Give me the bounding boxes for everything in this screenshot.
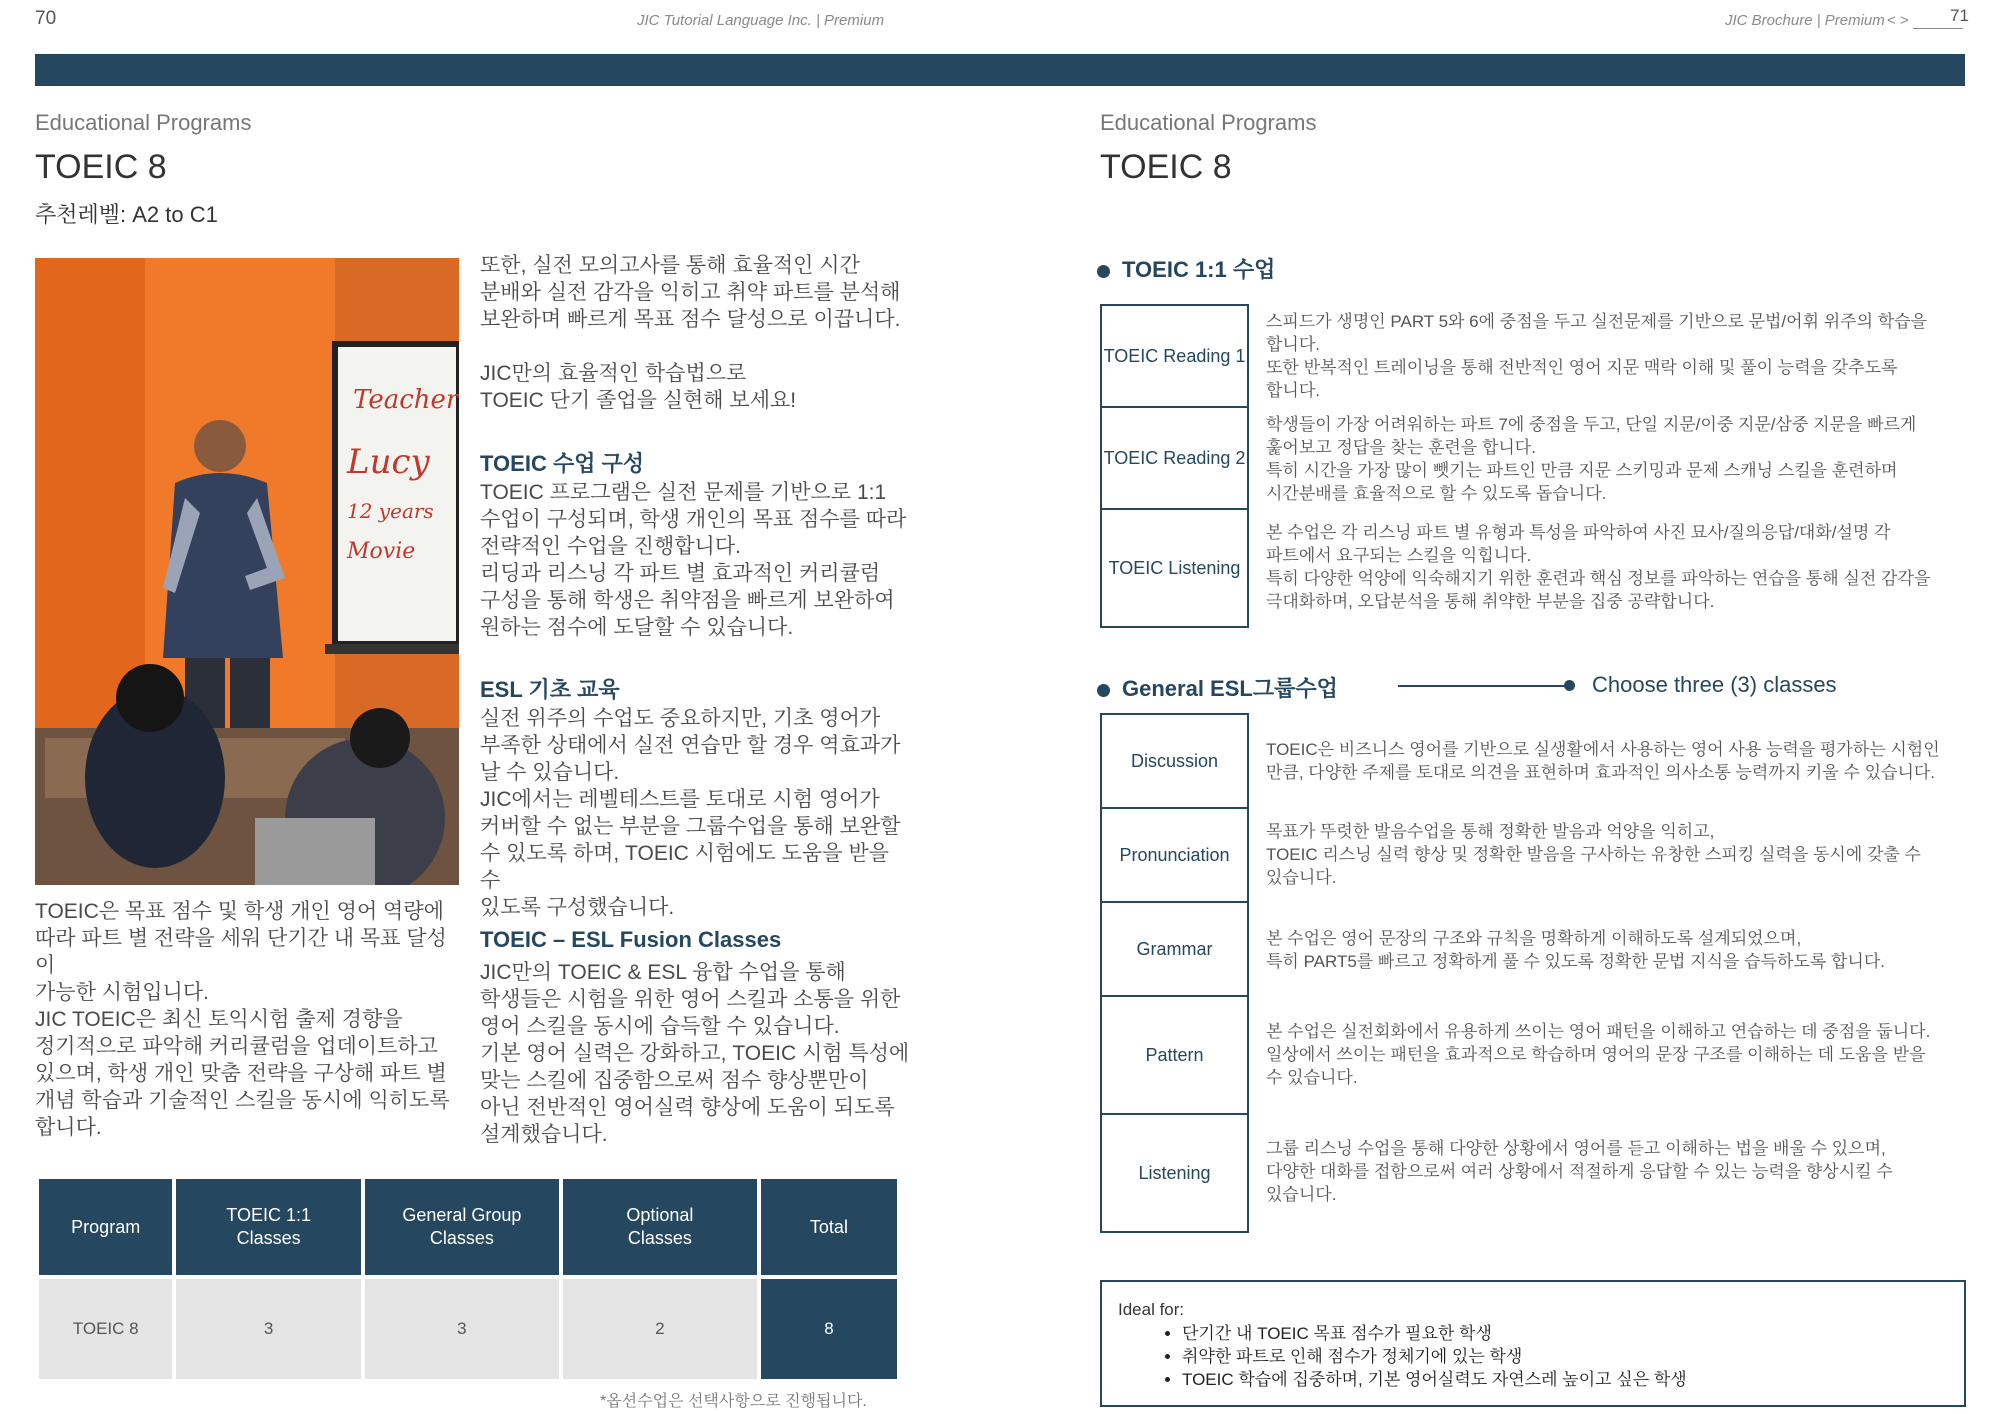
course-desc-discussion: TOEIC은 비즈니스 영어를 기반으로 실생활에서 사용하는 영어 사용 능력을 평가하는 시험인 만큼, 다양한 주제를 토대로 의견을 표현하며 효과적인 의사소통 능력까지 키울 수 있습니다. <box>1266 740 1940 782</box>
ideal-for-box <box>1100 1280 1966 1407</box>
list-item: • 취약한 파트로 인해 점수가 정체기에 있는 학생 <box>1182 1345 1948 1368</box>
whiteboard-text-2: Lucy <box>347 442 430 482</box>
list-item: • 단기간 내 TOEIC 목표 점수가 필요한 학생 <box>1182 1322 1948 1345</box>
arrow-line <box>1398 685 1568 687</box>
course-desc-toeic-reading-1: 스피드가 생명인 PART 5와 6에 중점을 두고 실전문제를 기반으로 문법/어휘 위주의 학습을 합니다. 또한 반복적인 트레이닝을 통해 전반적인 영어 지문 맥락 이해 및 풀이 능력을 갖추도록 합니다. <box>1266 312 1927 400</box>
cta-paragraph: JIC만의 효율적인 학습법으로 TOEIC 단기 졸업을 실현해 보세요! <box>480 362 797 412</box>
header-general-group: General Group Classes <box>365 1179 559 1275</box>
course-desc-toeic-listening: 본 수업은 각 리스닝 파트 별 유형과 특성을 파악하여 사진 묘사/질의응답/대화/설명 각 파트에서 요구되는 스킬을 익힙니다. 특히 다양한 억양에 익숙해지기 위한 훈련과 핵심 정보를 파악하는 연습을 통해 실전 감각을 극대화하며, 오답분석을 통해 취약한 부분을 집중 공략합니다. <box>1266 523 1931 611</box>
whiteboard-text-1: Teacher <box>353 385 459 415</box>
classroom-illustration <box>35 258 459 885</box>
choose-three-note: Choose three (3) classes <box>1592 672 1837 697</box>
course-label-grammar: Grammar <box>1100 901 1249 997</box>
left-page-number: 70 <box>35 8 57 29</box>
cell-optional: 2 <box>563 1279 757 1379</box>
page-number-underline <box>1913 28 1963 29</box>
esl-basics-heading: ESL 기초 교육 <box>480 677 620 702</box>
practice-test-paragraph: 또한, 실전 모의고사를 통해 효율적인 시간 분배와 실전 감각을 익히고 취약 파트를 분석해 보완하며 빠르게 목표 점수 달성으로 이끕니다. <box>480 254 901 331</box>
header-optional: Optional Classes <box>563 1179 757 1275</box>
header-program: Program <box>39 1179 172 1275</box>
fusion-body: JIC만의 TOEIC & ESL 융합 수업을 통해 학생들은 시험을 위한 영어 스킬과 소통을 위한 영어 스킬을 동시에 습득할 수 있습니다. 기본 영어 실력은 강화하고, TOEIC 시험 특성에 맞는 스킬에 집중함으로써 점수 향상뿐만이 아닌 전반적인 영어실력 향상에 도움이 되도록 설계했습니다. <box>480 961 910 1146</box>
toeic-1on1-heading <box>1097 253 1275 284</box>
toeic-structure-body: TOEIC 프로그램은 실전 문제를 기반으로 1:1 수업이 구성되며, 학생 개인의 목표 점수를 따라 전략적인 수업을 진행합니다. 리딩과 리스닝 각 파트 별 효과적인 커리큘럼 구성을 통해 학생은 취약점을 빠르게 보완하여 원하는 점수에 도달할 수 있습니다. <box>480 481 907 639</box>
toeic-1on1-heading-text: TOEIC 1:1 수업 <box>1122 257 1276 282</box>
course-desc-pronunciation: 목표가 뚜렷한 발음수업을 통해 정확한 발음과 억양을 익히고, TOEIC 리스닝 실력 향상 및 정확한 발음을 구사하는 유창한 스피킹 실력을 동시에 갖출 수 있습니다. <box>1266 822 1921 887</box>
arrow-dot-icon <box>1564 680 1575 691</box>
right-page-title: TOEIC 8 <box>1100 148 1232 186</box>
course-label-listening: Listening <box>1100 1113 1249 1233</box>
course-desc-listening: 그룹 리스닝 수업을 통해 다양한 상황에서 영어를 듣고 이해하는 법을 배울 수 있으며, 다양한 대화를 접함으로써 여러 상황에서 적절하게 응답할 수 있는 능력을 향상시킬 수 있습니다. <box>1266 1139 1893 1204</box>
right-running-title: JIC Brochure | Premium <box>1725 12 1885 29</box>
course-label-pronunciation: Pronunciation <box>1100 807 1249 903</box>
table-footnote: *옵션수업은 선택사항으로 진행됩니다. <box>600 1393 867 1410</box>
whiteboard-text-3: 12 years <box>347 499 434 523</box>
cell-total: 8 <box>761 1279 897 1379</box>
course-label-toeic-reading-1: TOEIC Reading 1 <box>1100 304 1249 408</box>
right-section-label: Educational Programs <box>1100 110 1317 135</box>
course-label-discussion: Discussion <box>1100 713 1249 809</box>
esl-basics-body: 실전 위주의 수업도 중요하지만, 기초 영어가 부족한 상태에서 실전 연습만 할 경우 역효과가 날 수 있습니다. JIC에서는 레벨테스트를 토대로 시험 영어가 커버할 수 없는 부분을 그룹수업을 통해 보완할 수 있도록 하며, TOEIC 시험에도 도움을 받을 수 있도록 구성했습니다. <box>480 707 901 919</box>
ideal-for-title: Ideal for: <box>1118 1300 1185 1319</box>
fusion-heading: TOEIC – ESL Fusion Classes <box>480 927 782 952</box>
cell-toeic-1on1: 3 <box>176 1279 361 1379</box>
right-page-number: 71 <box>1950 6 1969 25</box>
header-band <box>35 54 1965 86</box>
left-section-label: Educational Programs <box>35 110 252 135</box>
left-page-title: TOEIC 8 <box>35 148 167 186</box>
program-table-header-row <box>39 1179 897 1275</box>
table-row <box>39 1279 897 1379</box>
curriculum-paragraph: JIC TOEIC은 최신 토익시험 출제 경향을 정기적으로 파악해 커리큘럼을 업데이트하고 있으며, 학생 개인 맞춤 전략을 구상해 파트 별 개념 학습과 기술적인 스킬을 동시에 익히도록 합니다. <box>35 1008 450 1139</box>
toeic-structure-heading: TOEIC 수업 구성 <box>480 451 645 476</box>
nav-arrows[interactable]: < > <box>1887 12 1909 29</box>
whiteboard-text-4: Movie <box>347 539 416 564</box>
esl-group-heading <box>1097 672 1338 703</box>
esl-group-heading-text: General ESL그룹수업 <box>1122 676 1338 701</box>
header-total: Total <box>761 1179 897 1275</box>
course-label-toeic-reading-2: TOEIC Reading 2 <box>1100 406 1249 510</box>
intro-paragraph: TOEIC은 목표 점수 및 학생 개인 영어 역량에 따라 파트 별 전략을 세워 단기간 내 목표 달성이 가능한 시험입니다. <box>35 900 447 1004</box>
course-label-pattern: Pattern <box>1100 995 1249 1115</box>
bullet-dot-icon <box>1097 265 1110 278</box>
course-label-toeic-listening: TOEIC Listening <box>1100 508 1249 628</box>
course-desc-toeic-reading-2: 학생들이 가장 어려워하는 파트 7에 중점을 두고, 단일 지문/이중 지문/삼중 지문을 빠르게 훑어보고 정답을 찾는 훈련을 합니다. 특히 시간을 가장 많이 뺏기는 파트인 만큼 지문 스키밍과 문제 스캐닝 스킬을 훈련하며 시간분배를 효율적으로 할 수 있도록 돕습니다. <box>1266 415 1917 503</box>
left-running-title: JIC Tutorial Language Inc. | Premium <box>637 12 885 29</box>
bullet-dot-icon <box>1097 684 1110 697</box>
ideal-for-list <box>1118 1322 1948 1391</box>
classroom-photo <box>35 258 459 885</box>
header-toeic-1on1: TOEIC 1:1 Classes <box>176 1179 361 1275</box>
course-desc-pattern: 본 수업은 실전회화에서 유용하게 쓰이는 영어 패턴을 이해하고 연습하는 데 중점을 둡니다. 일상에서 쓰이는 패턴을 효과적으로 학습하며 영어의 문장 구조를 이해하는 데 도움을 받을 수 있습니다. <box>1266 1022 1931 1087</box>
cell-program: TOEIC 8 <box>39 1279 172 1379</box>
list-item: • TOEIC 학습에 집중하며, 기본 영어실력도 자연스레 높이고 싶은 학생 <box>1182 1368 1948 1391</box>
course-desc-grammar: 본 수업은 영어 문장의 구조와 규칙을 명확하게 이해하도록 설계되었으며, 특히 PART5를 빠르고 정확하게 풀 수 있도록 정확한 문법 지식을 습득하도록 합니다. <box>1266 929 1885 971</box>
program-table <box>35 1175 901 1383</box>
cell-general-group: 3 <box>365 1279 559 1379</box>
recommended-level: 추천레벨: A2 to C1 <box>35 202 218 227</box>
